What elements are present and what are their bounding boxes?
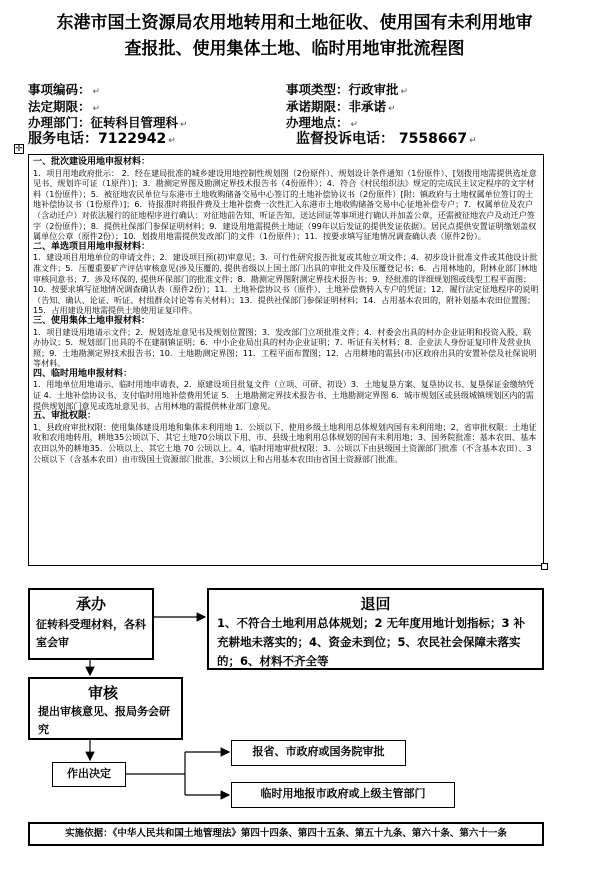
section-5-body: 1、县政府审批权限：使用集体建设用地和集体未利用地 1．公顷以下、使用乡级土地利用总体规划内国有未利用地；2、省审批权限：土地征收和农用地转用，耕地35公顷以下、其它土地70公顷以下用、市、县级土地利用总体规划的国有未利用地；3、国务院批准：基本农田、基本农田以外的耕地35．公顷以上、其它土地 70 公顷以上。4、临时用地审批权限：3．公顷以下由县级国土资源部门批准（不含基本农田）、3公顷以下（含基本农田）由市级国土资源部门批准、3公顷以上和占用基本农田由省国土资源部门批准。 <box>33 421 537 464</box>
decision-box <box>52 762 126 787</box>
legal-basis-text: 实施依据：《中华人民共和国土地管理法》第四十四条、第四十五条、第五十九条、第六十条、第六十一条 <box>65 828 507 839</box>
report-gov-box <box>231 740 406 766</box>
section-2-title: 二、单选项目用地申报材料： <box>33 241 151 252</box>
service-phone: 服务电话：7122942 ↵ <box>28 131 176 147</box>
dept: 办理部门：征转科目管理科 ↵ <box>28 115 188 130</box>
section-5-title: 五、审批权限： <box>33 411 97 422</box>
legal-basis <box>28 822 544 846</box>
title-line-1: 东港市国土资源局农用地转用和土地征收、使用国有未利用地审 <box>56 13 533 33</box>
return-body: 1、不符合土地利用总体规划；2 无年度用地计划指标；3 补充耕地未落实的；4、资金未到位；5、农民社会保障未落实的；6、材料不齐全等 <box>217 616 526 668</box>
section-3-body: 1．项目建设用地请示文件；2．规划选址意见书及规划位置图；3．发改部门立项批准文件；4．村委会出具的村办企业证明和投资入股、联办协议；5．规划部门出具的不在建制镇证明；6．中小企业局出具的村办企业证明；7．听证有关材料；8．企业法人身份证复印件及营业执照；9．土地勘测定界技术报告书；10．土地勘测定界图；11．工程平面布置图；12．占用耕地的需县(市)区政府出具的安置补偿及社保说明等材料。 <box>33 326 537 369</box>
temp-report-box <box>231 782 455 808</box>
section-1-title: 一、批次建设用地申报材料： <box>33 157 151 167</box>
location: 办理地点： ↵ <box>286 115 359 130</box>
legal-limit: 法定期限： ↵ <box>28 99 101 114</box>
decision-label: 作出决定 <box>67 767 111 780</box>
report-gov-label: 报省、市政府或国务院审批 <box>252 745 385 758</box>
section-4-title: 四、临时用地申报材料： <box>33 368 133 379</box>
review-box <box>28 677 183 740</box>
table-move-handle[interactable]: ✛ <box>15 144 23 154</box>
section-3-title: 三、使用集体土地申报材料： <box>33 315 151 326</box>
accept-box <box>28 588 154 660</box>
complaint-phone: 监督投诉电话： 7558667 ↵ <box>296 131 477 147</box>
temp-report-label: 临时用地报市政府或上级主管部门 <box>260 787 426 800</box>
review-body: 提出审核意见、报局务会研究 <box>38 705 170 736</box>
review-title: 审核 <box>88 684 119 702</box>
section-4-body: 1．用地单位用地请示、临时用地申请表、2．原建设项目批复文件（立项、可研、初设）3．土地复垦方案、复垦协议书、复垦保证金缴纳凭证 4．土地补偿协议书、支付临时用地补偿费用凭证 5．土地勘测定界技术报告书、土地勘测定界图 6．城市规划区或县级城镇规划区内的需提供规划部门意见或选址意见书、占用林地的需提供林业部门意见。 <box>33 379 535 411</box>
return-box <box>207 588 544 670</box>
section-2-body: 1．建设项目用地单位的申请文件；2．建设项目预(初)审意见；3．可行性研究报告批复或其他立项文件；4．初步设计批准文件或其他设计批准文件；5．压覆重要矿产评估审核意见(涉及压覆的, 提供省级以上国土部门出具的审批文件及压覆登记书；6．占用林地的，附林业部门林地审核同意书；7．涉及环保的, 提供环保部门的批准文件；8．勘测定界图附测定界技术报告书；9．经批准的详细规划图或线型工程平面图；10．按要求填写征地情况调查确认表（原件2份）；11．土地补偿协议书（原件）、土地补偿费转入专户的凭证；12．履行法定征地程序的说明（告知、确认、论证、听证、村组群众讨论等有关材料）；13．提供社保部门参保证明材料；14．占用基本农田的，附补划基本农田位置图；15．占用建设用地需提供土地使用证复印件。 <box>33 252 539 316</box>
return-title: 退回 <box>360 595 391 613</box>
title-line-2: 查报批、使用集体土地、临时用地审批流程图 <box>124 39 465 59</box>
accept-title: 承办 <box>75 595 106 613</box>
accept-body: 征转科受理材料，各科室会审 <box>36 618 146 649</box>
item-type: 事项类型：行政审批 ↵ <box>286 82 409 97</box>
item-code: 事项编码： ↵ <box>28 82 101 97</box>
promise-limit: 承诺期限：非承诺 ↵ <box>286 99 396 114</box>
section-1-body: 1．项目用地政府批示： 2．经在建局批准的城乡建设用地控制性规划图（2份原件）、规划设计条件通知（1份原件）、[划拨用地需提供选址意见书、规划许可证（1原件）]；3．勘测定界图及勘测定界技术报告书（4份原件）；4．符合《村民组织法》规定的完成民主议定程序的文字材料（1份原件）；5．被征地农民单位与东港市土地收购储备交易中心签订的土地补偿协议书（2份原件）[附：镇政府与土地权属单位签订的土地补偿协议书（1份原件）]；6．待报准时将报件费及土地补偿费一次性汇入东港市土地收购储备交易中心征地补偿专户；7．权属单位及农户（含动迁户）对依法履行的征地程序进行确认：对征地前告知、听证告知、送达回证等事项进行确认并加盖公章，还需被征地农户及动迁户签字（2份原件）；8．提供社保部门参保证明材料；9．建设用地需提供土地证（99年以后发证的提供发证依据）。居民点提供安置证明缴划盖权属单位公章（原件2份）；10．划拨用地需提供发改部门的文件（1份原件）；11．按要求填写征地情况调查确认表（原件2份）。 <box>33 167 537 242</box>
